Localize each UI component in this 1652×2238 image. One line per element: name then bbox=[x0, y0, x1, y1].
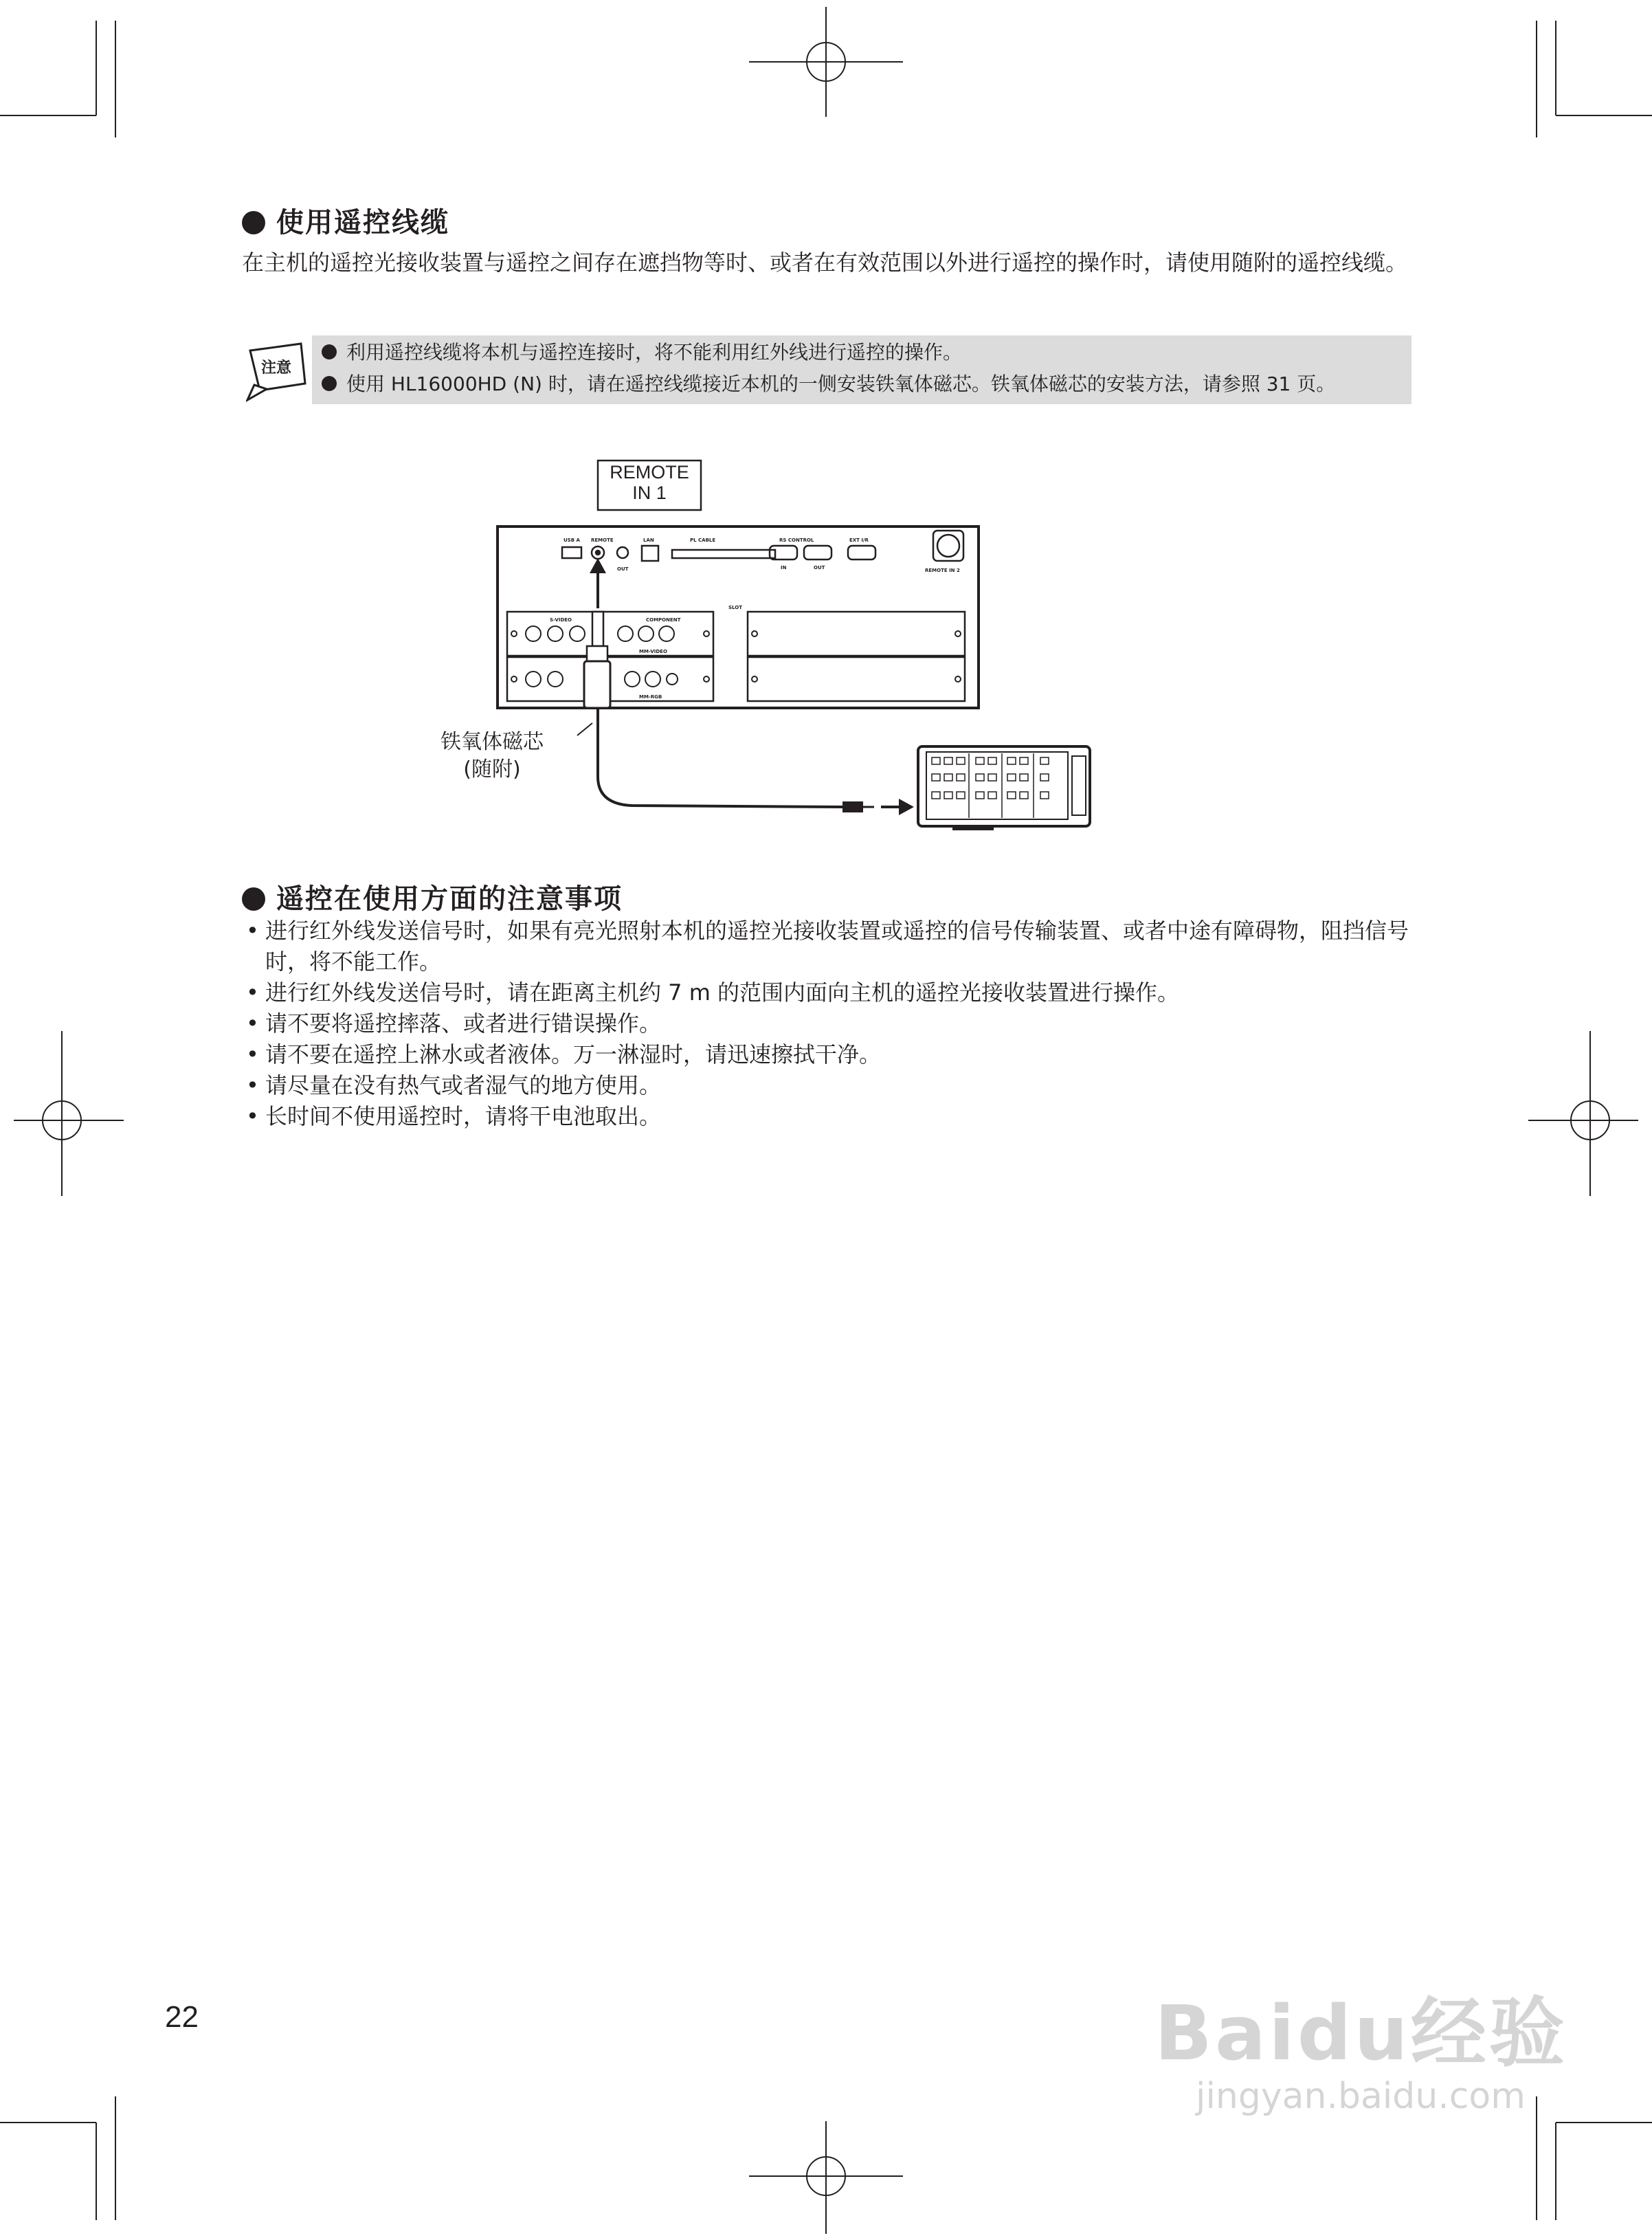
slot-blank-1 bbox=[748, 612, 965, 656]
usb-port-icon bbox=[562, 547, 581, 558]
watermark bbox=[1154, 1973, 1567, 2117]
panel-label-usb: USB A bbox=[563, 538, 580, 543]
panel-label-component: COMPONENT bbox=[646, 617, 681, 623]
list-item: • 进行红外线发送信号时，请在距离主机约 7 m 的范围内面向主机的遥控光接收装置进行操作。 bbox=[246, 977, 1428, 1008]
list-item: • 请尽量在没有热气或者湿气的地方使用。 bbox=[246, 1070, 1428, 1101]
panel-label-in1: IN 1 bbox=[593, 566, 604, 572]
list-item: • 进行红外线发送信号时，如果有亮光照射本机的遥控光接收装置或遥控的信号传输装置、或者中途有障碍物，阻挡信号时，将不能工作。 bbox=[246, 916, 1428, 977]
caution-note-icon bbox=[246, 341, 308, 403]
note-icon-label: 注意 bbox=[260, 359, 292, 377]
note-box bbox=[312, 335, 1411, 404]
right-arrow-icon bbox=[899, 799, 914, 815]
section-title-remote-cable: 使用遥控线缆 bbox=[242, 201, 449, 240]
watermark-url: jingyan.baidu.com bbox=[1196, 2076, 1526, 2117]
panel-label-pl-cable: PL CABLE bbox=[690, 538, 716, 543]
panel-label-slot: SLOT bbox=[728, 605, 742, 610]
pl-cable-port-icon bbox=[672, 550, 775, 558]
remote-plug-icon bbox=[842, 801, 863, 812]
note-item: 使用 HL16000HD (N) 时，请在遥控线缆接近本机的一侧安装铁氧体磁芯。铁氧体磁芯的安装方法，请参照 31 页。 bbox=[322, 368, 1411, 400]
remote-label-line1: REMOTE bbox=[610, 462, 689, 483]
watermark-logo: Baidu经验 bbox=[1154, 1989, 1567, 2077]
panel-label-lan: LAN bbox=[643, 538, 654, 543]
panel-label-mm-video: MM-VIDEO bbox=[639, 649, 667, 654]
panel-label-in: IN bbox=[781, 565, 787, 570]
panel-label-remote-in2: REMOTE IN 2 bbox=[925, 568, 960, 573]
remote-cable-description: 在主机的遥控光接收装置与遥控之间存在遮挡物等时、或者在有效范围以外进行遥控的操作时，请使用随附的遥控线缆。 bbox=[242, 250, 1408, 276]
panel-label-rs-control: RS CONTROL bbox=[779, 538, 814, 543]
note-item: 利用遥控线缆将本机与遥控连接时，将不能利用红外线进行遥控的操作。 bbox=[322, 337, 1411, 368]
ferrite-label-line2: (随附) bbox=[463, 757, 521, 782]
ferrite-label-line1: 铁氧体磁芯 bbox=[440, 730, 544, 754]
page-number: 22 bbox=[165, 2000, 199, 2034]
slot-blank-2 bbox=[748, 657, 965, 701]
mm-video-slot bbox=[507, 612, 713, 656]
lan-port-icon bbox=[642, 546, 658, 561]
list-item: • 请不要在遥控上淋水或者液体。万一淋湿时，请迅速擦拭干净。 bbox=[246, 1039, 1428, 1070]
panel-label-out2: OUT bbox=[814, 565, 825, 570]
list-item: • 长时间不使用遥控时，请将干电池取出。 bbox=[246, 1101, 1428, 1132]
section-title-remote-precautions: 遥控在使用方面的注意事项 bbox=[242, 877, 623, 916]
ferrite-core bbox=[584, 661, 610, 708]
remote-out-jack-icon bbox=[617, 547, 628, 558]
panel-label-ext-ir: EXT I/R bbox=[849, 538, 869, 543]
panel-label-out: OUT bbox=[617, 566, 629, 572]
panel-label-remote: REMOTE bbox=[591, 538, 614, 543]
panel-label-svideo: S-VIDEO bbox=[550, 617, 572, 623]
ext-ir-port-icon bbox=[848, 546, 875, 560]
precautions-list bbox=[246, 916, 1428, 1132]
rs-control-out-port-icon bbox=[804, 546, 831, 560]
list-item: • 请不要将遥控摔落、或者进行错误操作。 bbox=[246, 1008, 1428, 1039]
bullet-dot-icon bbox=[242, 887, 265, 911]
ferrite-core-label bbox=[430, 729, 554, 784]
bullet-dot-icon bbox=[242, 211, 265, 234]
remote-in1-label bbox=[598, 462, 701, 510]
remote-label-line2: IN 1 bbox=[632, 483, 667, 503]
panel-label-mm-rgb: MM-RGB bbox=[639, 694, 662, 700]
